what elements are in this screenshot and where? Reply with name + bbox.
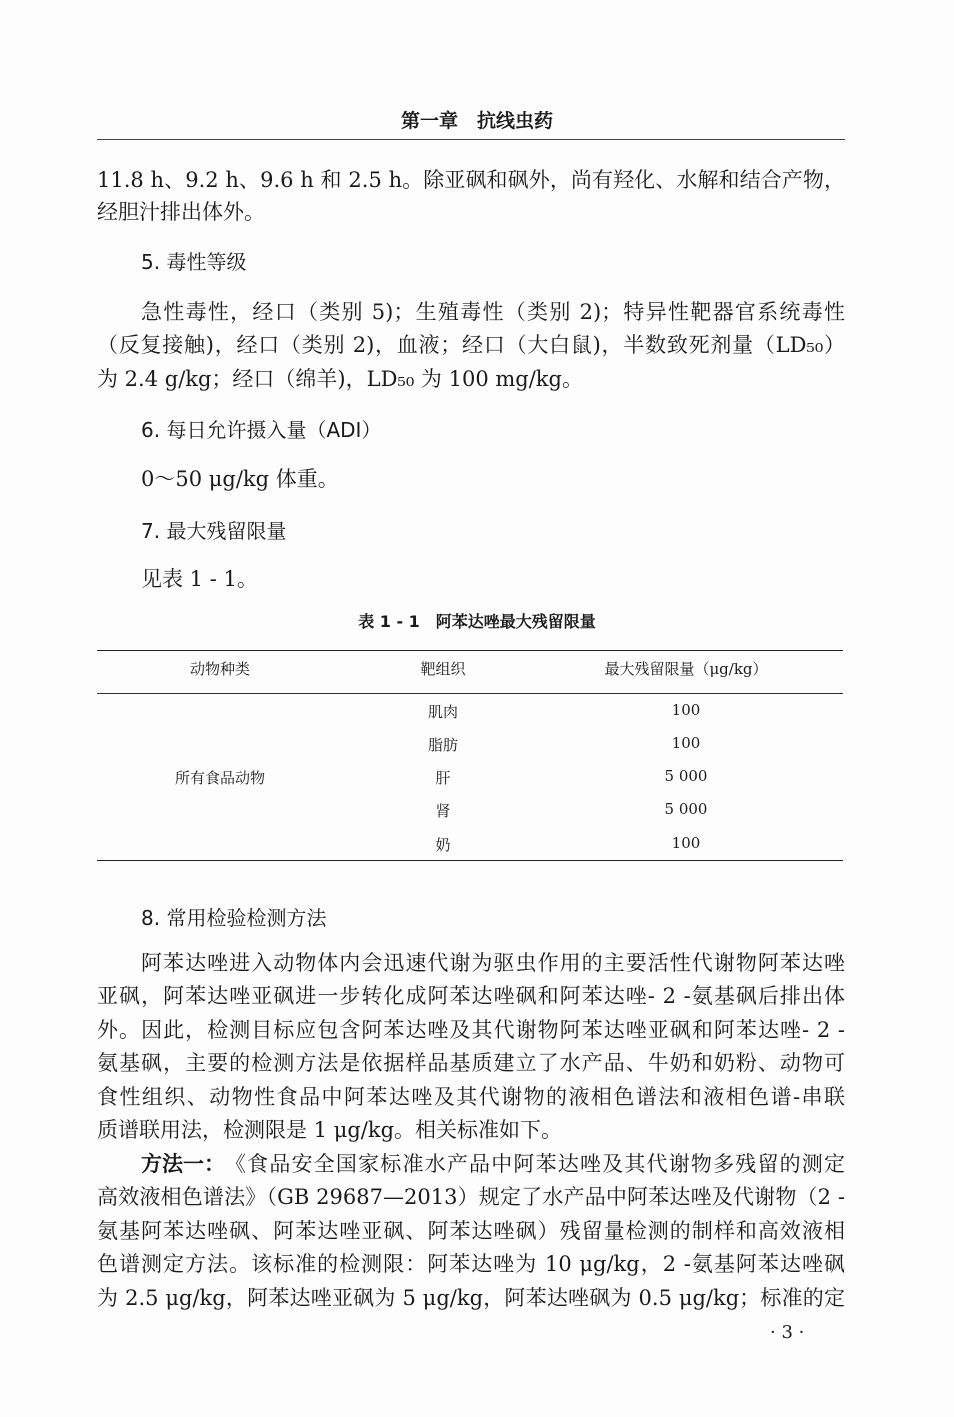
table-header: 靶组织 [420, 660, 466, 678]
table-cell: 奶 [435, 836, 451, 854]
table-cell: 5 000 [664, 767, 708, 785]
text-line: 色谱测定方法。该标准的检测限：阿苯达唑为 10 μg/kg，2 -氨基阿苯达唑砜 [97, 1252, 845, 1276]
text-line: 外。因此，检测目标应包含阿苯达唑及其代谢物阿苯达唑亚砜和阿苯达唑- 2 - [97, 1018, 845, 1042]
table-top-rule [97, 650, 843, 651]
table-cell: 100 [671, 734, 701, 752]
method-label: 方法一： [141, 1152, 225, 1176]
text-line: 氨基阿苯达唑砜、阿苯达唑亚砜、阿苯达唑砜）残留量检测的制样和高效液相 [97, 1219, 845, 1243]
header-rule [97, 139, 845, 140]
table-cell: 肝 [435, 769, 451, 787]
table-cell: 100 [671, 701, 701, 719]
table-cell-species: 所有食品动物 [174, 769, 265, 787]
text-line: 氨基砜，主要的检测方法是依据样品基质建立了水产品、牛奶和奶粉、动物可 [97, 1051, 845, 1075]
section-heading: 6. 每日允许摄入量（ADI） [141, 418, 382, 442]
section-heading: 7. 最大残留限量 [141, 519, 287, 543]
section-heading: 8. 常用检验检测方法 [141, 906, 327, 930]
text-line: 食性组织、动物性食品中阿苯达唑及其代谢物的液相色谱法和液相色谱-串联 [97, 1085, 845, 1109]
text-line: 亚砜，阿苯达唑亚砜进一步转化成阿苯达唑砜和阿苯达唑- 2 -氨基砜后排出体 [97, 984, 845, 1008]
text-line: 高效液相色谱法》（GB 29687—2013）规定了水产品中阿苯达唑及代谢物（2 - [97, 1185, 845, 1209]
table-cell: 肌肉 [427, 703, 458, 721]
table-cell: 100 [671, 834, 701, 852]
table-header: 最大残留限量（μg/kg） [604, 660, 768, 678]
text-line: 为 2.5 μg/kg，阿苯达唑亚砜为 5 μg/kg，阿苯达唑砜为 0.5 μg/kg；标准的定 [97, 1286, 845, 1310]
text-line: 阿苯达唑进入动物体内会迅速代谢为驱虫作用的主要活性代谢物阿苯达唑 [141, 951, 845, 975]
table-cell: 肾 [435, 802, 451, 820]
text-line: 急性毒性，经口（类别 5)；生殖毒性（类别 2)；特异性靶器官系统毒性 [141, 300, 845, 324]
table-bottom-rule [97, 860, 843, 861]
text-line: 质谱联用法，检测限是 1 μg/kg。相关标准如下。 [97, 1118, 563, 1142]
text-line: （反复接触)，经口（类别 2)，血液；经口（大白鼠)，半数致死剂量（LD₅₀） [97, 333, 845, 357]
table-caption: 表 1 - 1 阿苯达唑最大残留限量 [358, 612, 596, 631]
section-heading: 5. 毒性等级 [141, 250, 247, 274]
table-header: 动物种类 [189, 660, 250, 678]
method-one-line [141, 1148, 845, 1180]
text-line: 经胆汁排出体外。 [97, 200, 265, 224]
table-cell: 5 000 [664, 800, 708, 818]
table-cell: 脂肪 [427, 736, 458, 754]
text-line: 0～50 μg/kg 体重。 [141, 467, 339, 491]
table-header-rule [97, 693, 843, 694]
text-line: 见表 1 - 1。 [141, 567, 258, 591]
text-line: 11.8 h、9.2 h、9.6 h 和 2.5 h。除亚砜和砜外，尚有羟化、水解和结合产物， [97, 168, 845, 192]
text-line: 《食品安全国家标准水产品中阿苯达唑及其代谢物多残留的测定 [225, 1152, 845, 1176]
running-header: 第一章 抗线虫药 [400, 110, 553, 132]
page-number: · 3 · [770, 1322, 805, 1343]
text-line: 为 2.4 g/kg；经口（绵羊)，LD₅₀ 为 100 mg/kg。 [97, 367, 583, 391]
